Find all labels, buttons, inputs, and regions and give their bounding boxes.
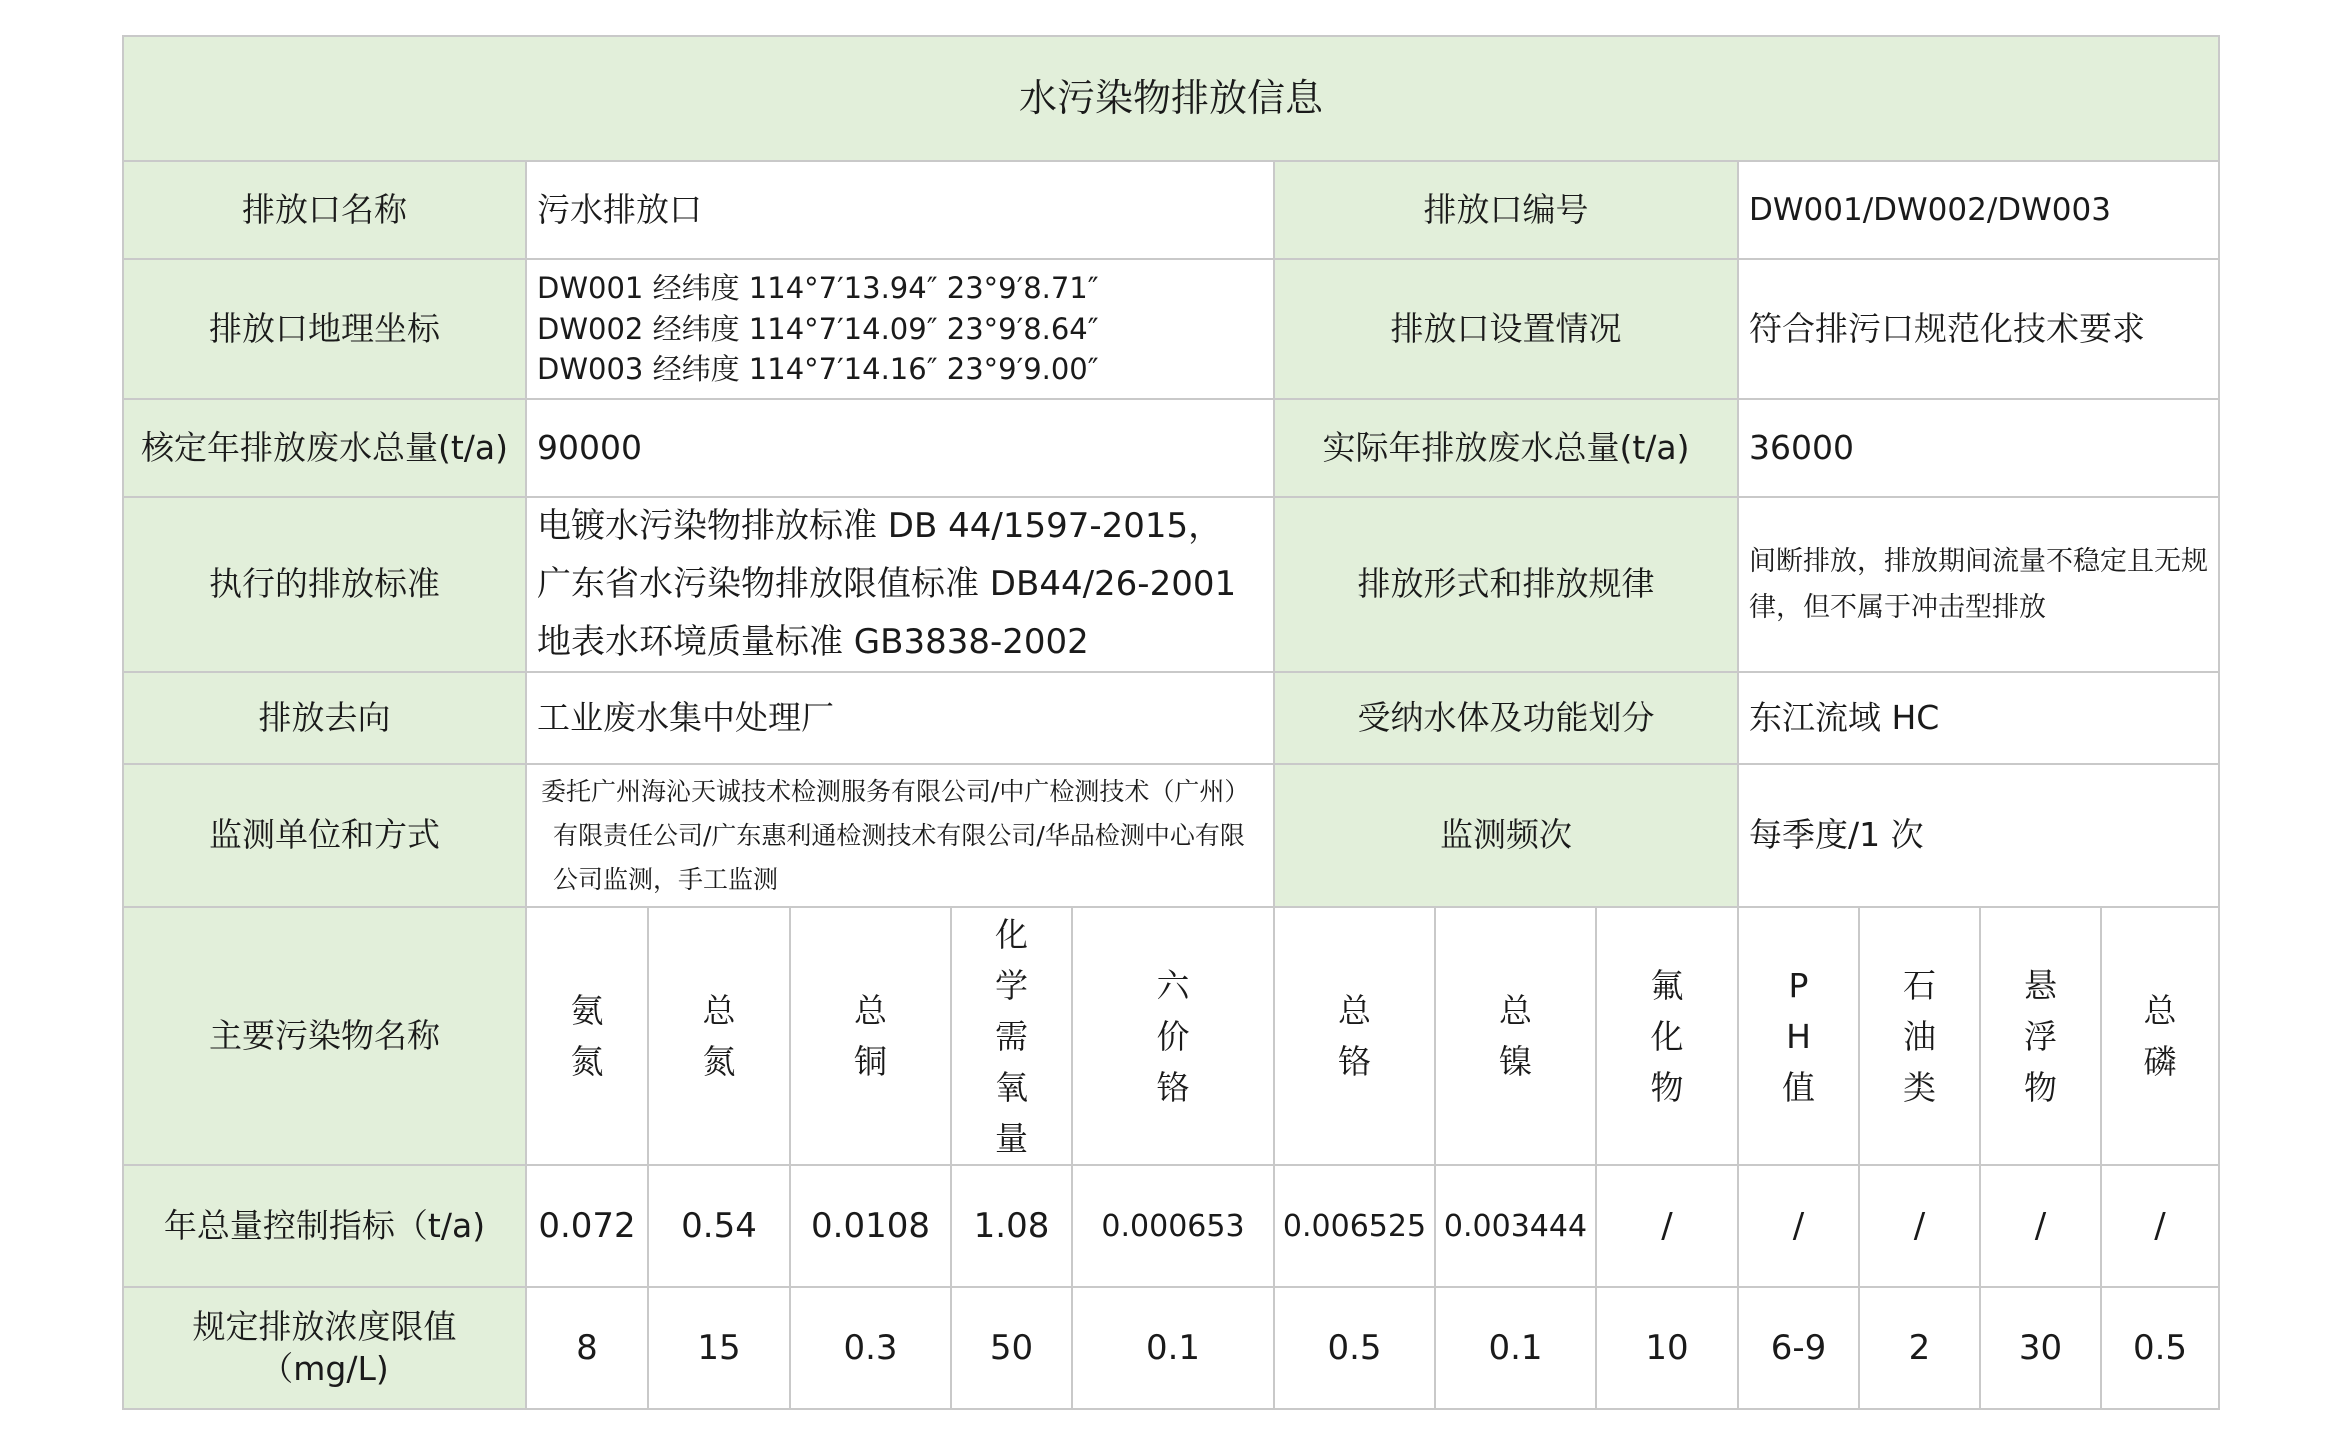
- annual-control-value: /: [1596, 1165, 1738, 1287]
- pollutant-name: 总铜: [790, 907, 951, 1165]
- actual-volume-label: 实际年排放废水总量(t/a): [1274, 399, 1738, 497]
- pollutant-name: 氟化物: [1596, 907, 1738, 1165]
- concentration-limit-label-unit: （mg/L): [260, 1349, 389, 1389]
- concentration-limit-value: 0.1: [1435, 1287, 1596, 1409]
- pollutant-names-label: 主要污染物名称: [123, 907, 526, 1165]
- pollutant-name: 悬浮物: [1980, 907, 2101, 1165]
- coords-line: DW003 经纬度 114°7′14.16″ 23°9′9.00″: [537, 352, 1099, 387]
- concentration-limit-value: 0.5: [1274, 1287, 1435, 1409]
- pollutant-name: 六价铬: [1072, 907, 1274, 1165]
- outlet-name-value: 污水排放口: [526, 161, 1274, 259]
- annual-control-value: /: [1738, 1165, 1859, 1287]
- annual-control-value: /: [1859, 1165, 1980, 1287]
- concentration-limit-value: 50: [951, 1287, 1072, 1409]
- outlet-coords-value: [526, 259, 1274, 399]
- table-title: 水污染物排放信息: [123, 36, 2219, 161]
- concentration-limit-label-line: 规定排放浓度限值: [192, 1306, 457, 1346]
- receiving-water-value: 东江流域 HC: [1738, 672, 2219, 764]
- standard-line: 广东省水污染物排放限值标准 DB44/26-2001: [537, 563, 1237, 604]
- standards-label: 执行的排放标准: [123, 497, 526, 672]
- outlet-code-value: DW001/DW002/DW003: [1738, 161, 2219, 259]
- annual-control-value: 0.072: [526, 1165, 648, 1287]
- pollutant-name: 石油类: [1859, 907, 1980, 1165]
- outlet-setup-label: 排放口设置情况: [1274, 259, 1738, 399]
- outlet-setup-value: 符合排污口规范化技术要求: [1738, 259, 2219, 399]
- annual-control-value: 0.0108: [790, 1165, 951, 1287]
- annual-control-value: /: [1980, 1165, 2101, 1287]
- pollutant-name: PH值: [1738, 907, 1859, 1165]
- pollutant-name: 总氮: [648, 907, 790, 1165]
- annual-control-value: /: [2101, 1165, 2219, 1287]
- concentration-limit-value: 0.1: [1072, 1287, 1274, 1409]
- destination-label: 排放去向: [123, 672, 526, 764]
- discharge-pattern-label: 排放形式和排放规律: [1274, 497, 1738, 672]
- concentration-limit-label: [123, 1287, 526, 1409]
- pollutant-name: 氨氮: [526, 907, 648, 1165]
- annual-control-value: 0.000653: [1072, 1165, 1274, 1287]
- coords-line: DW002 经纬度 114°7′14.09″ 23°9′8.64″: [537, 311, 1099, 346]
- discharge-pattern-value: 间断排放，排放期间流量不稳定且无规律，但不属于冲击型排放: [1738, 497, 2219, 672]
- concentration-limit-value: 10: [1596, 1287, 1738, 1409]
- pollutant-name: 总镍: [1435, 907, 1596, 1165]
- outlet-code-label: 排放口编号: [1274, 161, 1738, 259]
- concentration-limit-value: 6-9: [1738, 1287, 1859, 1409]
- pollutant-name: 化学需氧量: [951, 907, 1072, 1165]
- concentration-limit-value: 15: [648, 1287, 790, 1409]
- approved-volume-label: 核定年排放废水总量(t/a): [123, 399, 526, 497]
- water-pollutant-table: [122, 35, 2220, 1410]
- monitoring-line: 委托广州海沁天诚技术检测服务有限公司/中广检测技术（广州）: [541, 777, 1250, 807]
- outlet-name-label: 排放口名称: [123, 161, 526, 259]
- monitoring-label: 监测单位和方式: [123, 764, 526, 907]
- concentration-limit-value: 0.3: [790, 1287, 951, 1409]
- outlet-coords-label: 排放口地理坐标: [123, 259, 526, 399]
- approved-volume-value: 90000: [526, 399, 1274, 497]
- standard-line: 电镀水污染物排放标准 DB 44/1597-2015，: [537, 506, 1223, 546]
- pollutant-name: 总铬: [1274, 907, 1435, 1165]
- concentration-limit-value: 2: [1859, 1287, 1980, 1409]
- standard-line: 地表水环境质量标准 GB3838-2002: [537, 621, 1089, 662]
- annual-control-label: 年总量控制指标（t/a): [123, 1165, 526, 1287]
- pollutant-name: 总磷: [2101, 907, 2219, 1165]
- annual-control-value: 1.08: [951, 1165, 1072, 1287]
- monitoring-frequency-value: 每季度/1 次: [1738, 764, 2219, 907]
- annual-control-value: 0.54: [648, 1165, 790, 1287]
- concentration-limit-value: 30: [1980, 1287, 2101, 1409]
- monitoring-line: 有限责任公司/广东惠利通检测技术有限公司/华品检测中心有限: [553, 821, 1245, 851]
- monitoring-frequency-label: 监测频次: [1274, 764, 1738, 907]
- standards-value: [526, 497, 1274, 672]
- concentration-limit-value: 0.5: [2101, 1287, 2219, 1409]
- annual-control-value: 0.003444: [1435, 1165, 1596, 1287]
- receiving-water-label: 受纳水体及功能划分: [1274, 672, 1738, 764]
- coords-line: DW001 经纬度 114°7′13.94″ 23°9′8.71″: [537, 271, 1099, 306]
- actual-volume-value: 36000: [1738, 399, 2219, 497]
- destination-value: 工业废水集中处理厂: [526, 672, 1274, 764]
- monitoring-line: 公司监测，手工监测: [553, 864, 779, 894]
- monitoring-value: [526, 764, 1274, 907]
- annual-control-value: 0.006525: [1274, 1165, 1435, 1287]
- concentration-limit-value: 8: [526, 1287, 648, 1409]
